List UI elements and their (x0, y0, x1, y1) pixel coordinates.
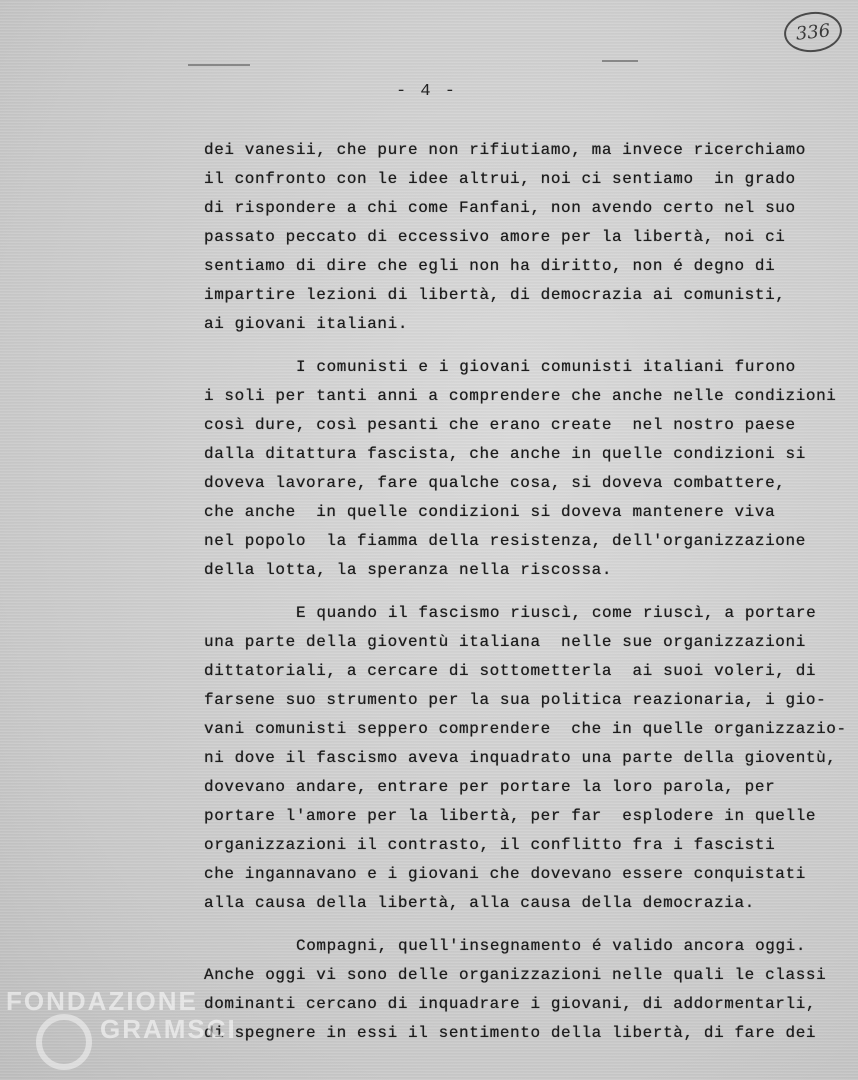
text-line: dittatoriali, a cercare di sottometterla ai suoi voleri, di (204, 662, 817, 680)
text-line: una parte della gioventù italiana nelle sue organizzazioni (204, 633, 806, 651)
text-line: Anche oggi vi sono delle organizzazioni nelle quali le classi (204, 966, 827, 984)
text-line: sentiamo di dire che egli non ha diritto, non é degno di (204, 257, 776, 275)
text-line: portare l'amore per la libertà, per far esplodere in quelle (204, 807, 817, 825)
header-rule-left (188, 64, 250, 66)
text-line: di spegnere in essi il sentimento della libertà, di fare dei (204, 1024, 817, 1042)
watermark-line-2: GRAMSCI (100, 1014, 237, 1044)
text-line: i soli per tanti anni a comprendere che anche nelle condizioni (204, 387, 837, 405)
text-line: della lotta, la speranza nella riscossa. (204, 561, 613, 579)
text-line: dalla ditattura fascista, che anche in quelle condizioni si (204, 445, 806, 463)
text-line: ai giovani italiani. (204, 315, 409, 333)
text-line: passato peccato di eccessivo amore per la libertà, noi ci (204, 228, 786, 246)
text-line: organizzazioni il contrasto, il conflitto fra i fascisti (204, 836, 776, 854)
text-line: I comunisti e i giovani comunisti italiani furono (296, 358, 796, 376)
text-line: Compagni, quell'insegnamento é valido ancora oggi. (296, 937, 807, 955)
watermark-line-1: FONDAZIONE (6, 986, 198, 1016)
text-line: farsene suo strumento per la sua politica reazionaria, i gio- (204, 691, 827, 709)
body-text (204, 136, 847, 1048)
text-line: alla causa della libertà, alla causa della democrazia. (204, 894, 755, 912)
paragraph-4 (204, 932, 844, 1048)
fondazione-gramsci-watermark (0, 984, 237, 1074)
text-line: il confronto con le idee altrui, noi ci sentiamo in grado (204, 170, 796, 188)
page-number: - 4 - (396, 82, 458, 101)
text-line: vani comunisti seppero comprendere che in quelle organizzazio- (204, 720, 847, 738)
text-line: così dure, così pesanti che erano create nel nostro paese (204, 416, 796, 434)
text-line: E quando il fascismo riuscì, come riuscì, a portare (296, 604, 817, 622)
text-line: impartire lezioni di libertà, di democrazia ai comunisti, (204, 286, 786, 304)
paragraph-3 (204, 599, 847, 918)
text-line: dominanti cercano di inquadrare i giovani, di addormentarli, (204, 995, 817, 1013)
archive-number-text: 336 (794, 19, 832, 45)
text-line: ni dove il fascismo aveva inquadrato una parte della gioventù, (204, 749, 837, 767)
text-line: doveva lavorare, fare qualche cosa, si doveva combattere, (204, 474, 786, 492)
header-rule-right (602, 60, 638, 62)
paragraph-2 (204, 353, 844, 585)
text-line: di rispondere a chi come Fanfani, non avendo certo nel suo (204, 199, 796, 217)
gramsci-logo-icon (36, 1014, 92, 1070)
text-line: dei vanesii, che pure non rifiutiamo, ma invece ricerchiamo (204, 141, 806, 159)
text-line: che ingannavano e i giovani che dovevano essere conquistati (204, 865, 806, 883)
paragraph-1 (204, 136, 844, 339)
text-line: dovevano andare, entrare per portare la loro parola, per (204, 778, 776, 796)
archive-number-stamp (782, 9, 844, 55)
text-line: nel popolo la fiamma della resistenza, dell'organizzazione (204, 532, 806, 550)
text-line: che anche in quelle condizioni si doveva mantenere viva (204, 503, 776, 521)
